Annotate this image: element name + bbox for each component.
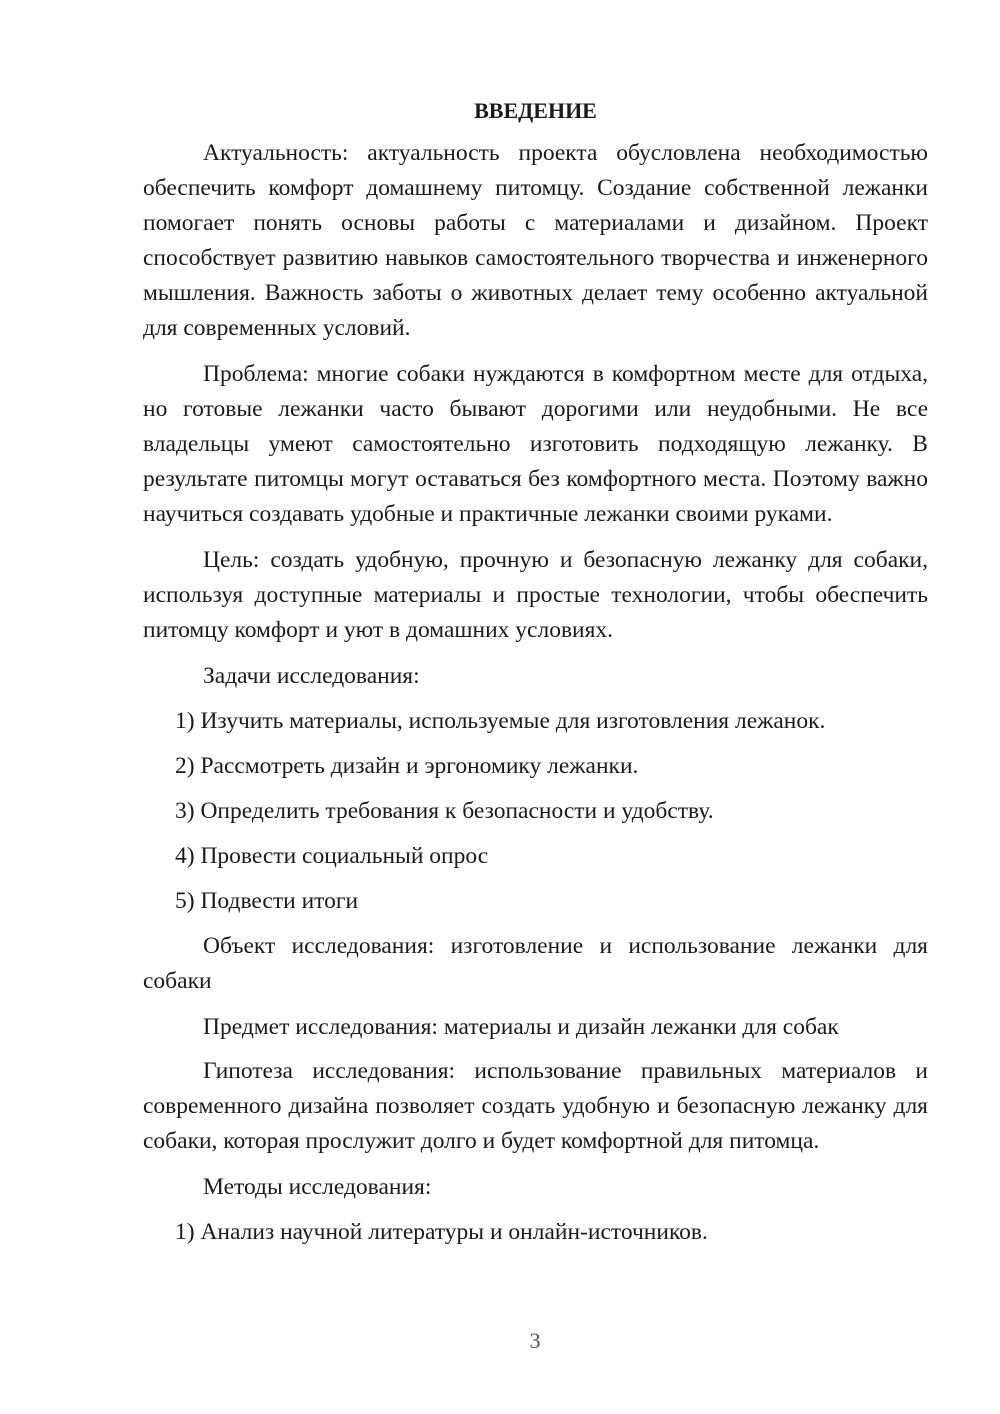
list-item: 2) Рассмотреть дизайн и эргономику лежанки. [175,753,639,779]
relevance-paragraph: Актуальность: актуальность проекта обусловлена необходимостью обеспечить комфорт домашнему питомцу. Создание собственной лежанки помогает понять основы работы с материалами и дизайном. Проект способствует развитию навыков самостоятельного творчества и инженерного мышления. Важность заботы о животных делает тему особенно актуальной для современных условий. [143,140,928,341]
list-item: 1) Изучить материалы, используемые для изготовления лежанок. [175,708,826,734]
list-item: 4) Провести социальный опрос [175,843,489,869]
methods-heading: Методы исследования: [203,1174,432,1200]
subject-paragraph: Предмет исследования: материалы и дизайн лежанки для собак [203,1014,839,1040]
methods-list [143,1215,928,1250]
tasks-list [143,704,928,919]
section-title: ВВЕДЕНИЕ [474,98,597,123]
goal-paragraph: Цель: создать удобную, прочную и безопасную лежанку для собаки, используя доступные материалы и простые технологии, чтобы обеспечить питомцу комфорт и уют в домашних условиях. [143,547,928,643]
tasks-heading: Задачи исследования: [203,663,420,689]
list-item: 3) Определить требования к безопасности и удобству. [175,798,714,824]
page-number: 3 [529,1328,541,1353]
list-item: 5) Подвести итоги [175,888,359,914]
object-paragraph: Объект исследования: изготовление и использование лежанки для собаки [143,933,928,994]
hypothesis-paragraph: Гипотеза исследования: использование правильных материалов и современного дизайна позволяет создать удобную и безопасную лежанку для собаки, которая прослужит долго и будет комфортной для питомца. [143,1058,928,1154]
list-item: 1) Анализ научной литературы и онлайн-источников. [175,1219,708,1245]
page-content [143,96,928,1260]
problem-paragraph: Проблема: многие собаки нуждаются в комфортном месте для отдыха, но готовые лежанки часто бывают дорогими или неудобными. Не все владельцы умеют самостоятельно изготовить подходящую лежанку. В результате питомцы могут оставаться без комфортного места. Поэтому важно научиться создавать удобные и практичные лежанки своими руками. [143,361,928,527]
